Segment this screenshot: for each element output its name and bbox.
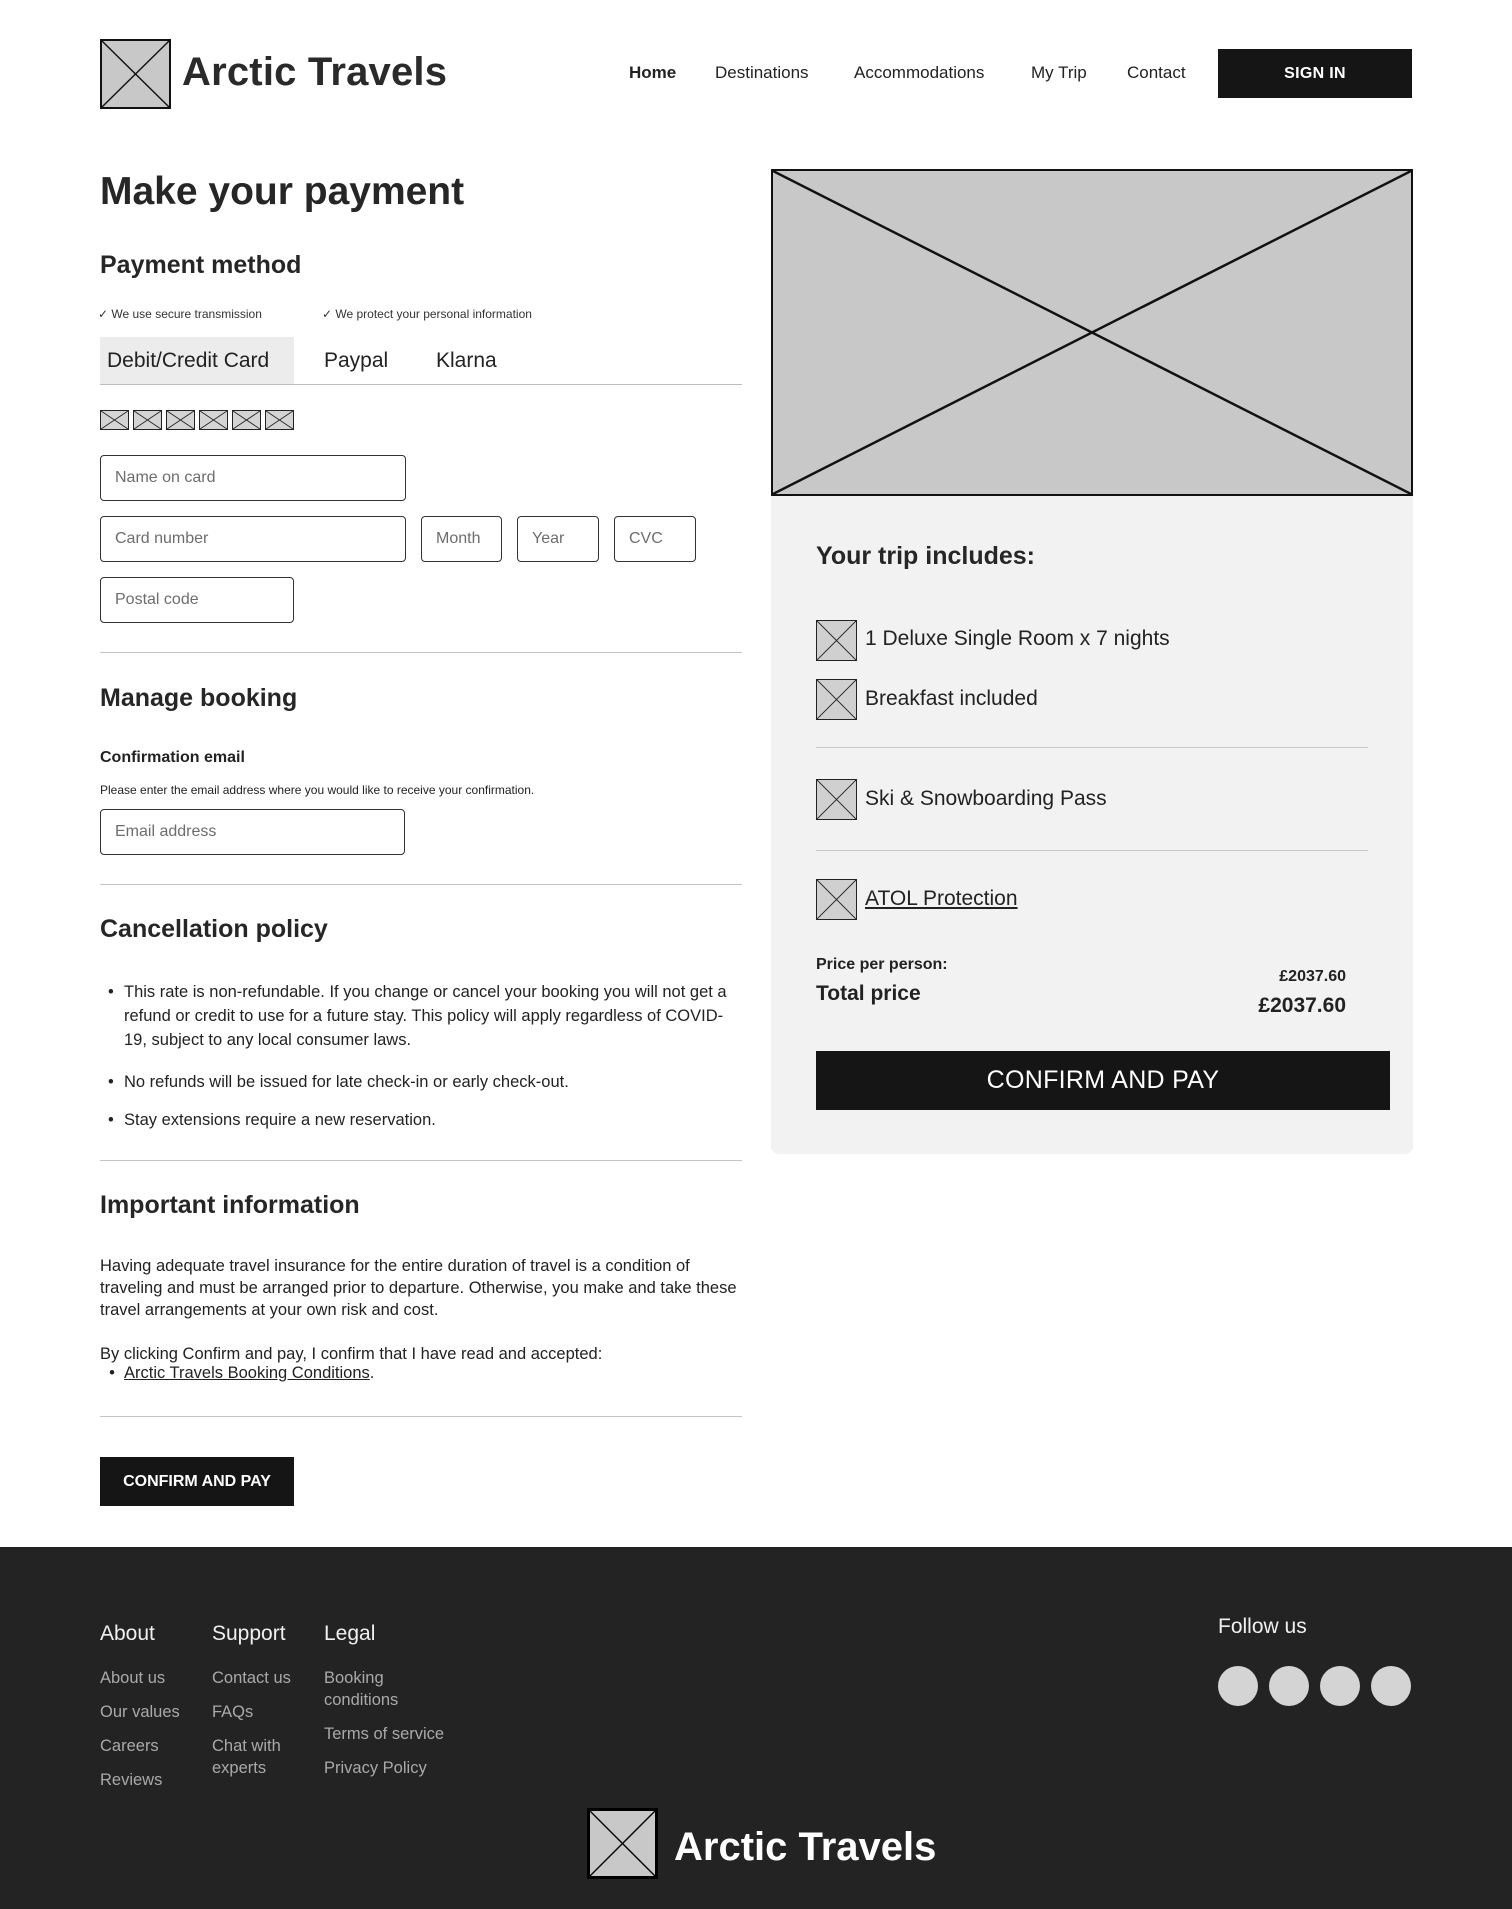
cancellation-policy-heading: Cancellation policy xyxy=(100,915,328,943)
protection-icon xyxy=(816,879,857,920)
privacy-note: ✓ We protect your personal information xyxy=(322,307,532,321)
social-icon[interactable] xyxy=(1371,1666,1411,1706)
tabs-divider xyxy=(100,384,742,385)
nav-accommodations[interactable]: Accommodations xyxy=(854,63,985,82)
link-suffix: . xyxy=(369,1364,375,1382)
nav-my-trip[interactable]: My Trip xyxy=(1031,63,1087,82)
list-item: • Stay extensions require a new reservation. xyxy=(100,1108,742,1132)
nav-home[interactable]: Home xyxy=(629,63,677,82)
breakfast-item: Breakfast included xyxy=(865,687,1038,710)
trip-includes-heading: Your trip includes: xyxy=(816,542,1035,570)
footer-support-links xyxy=(212,1667,300,1791)
footer-link-booking-conditions[interactable]: Booking conditions xyxy=(324,1669,399,1709)
card-brand-icon xyxy=(100,410,129,430)
footer-link-contact-us[interactable]: Contact us xyxy=(212,1669,291,1687)
footer-about-links xyxy=(100,1667,200,1803)
insurance-paragraph: Having adequate travel insurance for the entire duration of travel is a condition of traveling and must be arranged prior to departure. Otherwise, you make and take these travel arrangements at your own risk and cost. xyxy=(100,1257,737,1319)
social-icon[interactable] xyxy=(1269,1666,1309,1706)
footer-brand-name[interactable]: Arctic Travels xyxy=(674,1825,937,1869)
footer-about-heading: About xyxy=(100,1622,155,1645)
section-divider xyxy=(100,1160,742,1161)
tab-klarna[interactable]: Klarna xyxy=(436,348,497,372)
expiry-month-input[interactable] xyxy=(421,516,502,562)
footer-legal-heading: Legal xyxy=(324,1622,376,1645)
cancellation-policy-list xyxy=(100,980,742,1150)
name-on-card-input[interactable] xyxy=(100,455,406,501)
card-brand-icon xyxy=(133,410,162,430)
cvc-input[interactable] xyxy=(614,516,696,562)
footer-link-privacy-policy[interactable]: Privacy Policy xyxy=(324,1759,427,1777)
tab-paypal[interactable]: Paypal xyxy=(324,348,389,372)
footer-link-faqs[interactable]: FAQs xyxy=(212,1703,254,1721)
list-item: • No refunds will be issued for late check-in or early check-out. xyxy=(100,1070,742,1094)
brand-name[interactable]: Arctic Travels xyxy=(182,50,448,94)
list-item: • This rate is non-refundable. If you change or cancel your booking you will not get a refund or credit to use for a future stay. This policy will apply regardless of COVID-19, subject to any local consumer laws. xyxy=(100,980,742,1052)
section-divider xyxy=(100,884,742,885)
page-title: Make your payment xyxy=(100,170,465,213)
atol-protection-link[interactable]: ATOL Protection xyxy=(865,887,1018,910)
booking-conditions-item: • Arctic Travels Booking Conditions. xyxy=(109,1364,375,1382)
breakfast-icon xyxy=(816,679,857,720)
room-icon xyxy=(816,620,857,661)
total-price-value: £2037.60 xyxy=(1258,994,1346,1017)
card-brand-icon xyxy=(232,410,261,430)
acceptance-text: By clicking Confirm and pay, I confirm that I have read and accepted: xyxy=(100,1345,603,1363)
destination-image-placeholder xyxy=(771,169,1413,496)
footer-link-chat-with-experts[interactable]: Chat with experts xyxy=(212,1737,281,1777)
sign-in-button[interactable]: SIGN IN xyxy=(1218,49,1412,98)
total-price-label: Total price xyxy=(816,982,921,1005)
footer-support-heading: Support xyxy=(212,1622,286,1645)
footer-legal-links xyxy=(324,1667,459,1791)
room-item: 1 Deluxe Single Room x 7 nights xyxy=(865,627,1170,650)
ski-pass-item: Ski & Snowboarding Pass xyxy=(865,787,1107,810)
card-brand-icon xyxy=(166,410,195,430)
nav-contact[interactable]: Contact xyxy=(1127,63,1186,82)
postal-code-input[interactable] xyxy=(100,577,294,623)
confirm-and-pay-button[interactable]: CONFIRM AND PAY xyxy=(100,1457,294,1506)
card-brand-icon xyxy=(199,410,228,430)
footer-link-careers[interactable]: Careers xyxy=(100,1737,159,1755)
trip-summary-panel xyxy=(771,496,1413,1154)
booking-conditions-link[interactable]: Arctic Travels Booking Conditions xyxy=(124,1364,370,1382)
expiry-year-input[interactable] xyxy=(517,516,599,562)
footer-link-our-values[interactable]: Our values xyxy=(100,1703,180,1721)
summary-divider xyxy=(816,850,1368,851)
footer-link-about-us[interactable]: About us xyxy=(100,1669,166,1687)
footer-link-terms-of-service[interactable]: Terms of service xyxy=(324,1725,445,1743)
logo-placeholder-icon[interactable] xyxy=(100,39,171,109)
confirmation-email-label: Confirmation email xyxy=(100,749,245,766)
tab-debit-credit-card[interactable]: Debit/Credit Card xyxy=(100,337,294,384)
payment-method-heading: Payment method xyxy=(100,251,302,279)
card-brand-icon xyxy=(265,410,294,430)
price-per-person-value: £2037.60 xyxy=(1279,968,1346,985)
price-per-person-label: Price per person: xyxy=(816,956,948,973)
manage-booking-heading: Manage booking xyxy=(100,684,298,712)
social-icon[interactable] xyxy=(1218,1666,1258,1706)
footer-link-reviews[interactable]: Reviews xyxy=(100,1771,163,1789)
section-divider xyxy=(100,1416,742,1417)
footer-logo-placeholder-icon[interactable] xyxy=(587,1808,658,1879)
confirm-and-pay-main-button[interactable]: CONFIRM AND PAY xyxy=(816,1051,1390,1110)
confirmation-email-note: Please enter the email address where you would like to receive your confirmation. xyxy=(100,783,535,797)
social-icon[interactable] xyxy=(1320,1666,1360,1706)
nav-destinations[interactable]: Destinations xyxy=(715,63,809,82)
card-number-input[interactable] xyxy=(100,516,406,562)
follow-us-label: Follow us xyxy=(1218,1615,1307,1638)
ski-pass-icon xyxy=(816,779,857,820)
secure-transmission-note: ✓ We use secure transmission xyxy=(98,307,262,321)
important-information-heading: Important information xyxy=(100,1191,360,1219)
section-divider xyxy=(100,652,742,653)
summary-divider xyxy=(816,747,1368,748)
email-input[interactable] xyxy=(100,809,405,855)
